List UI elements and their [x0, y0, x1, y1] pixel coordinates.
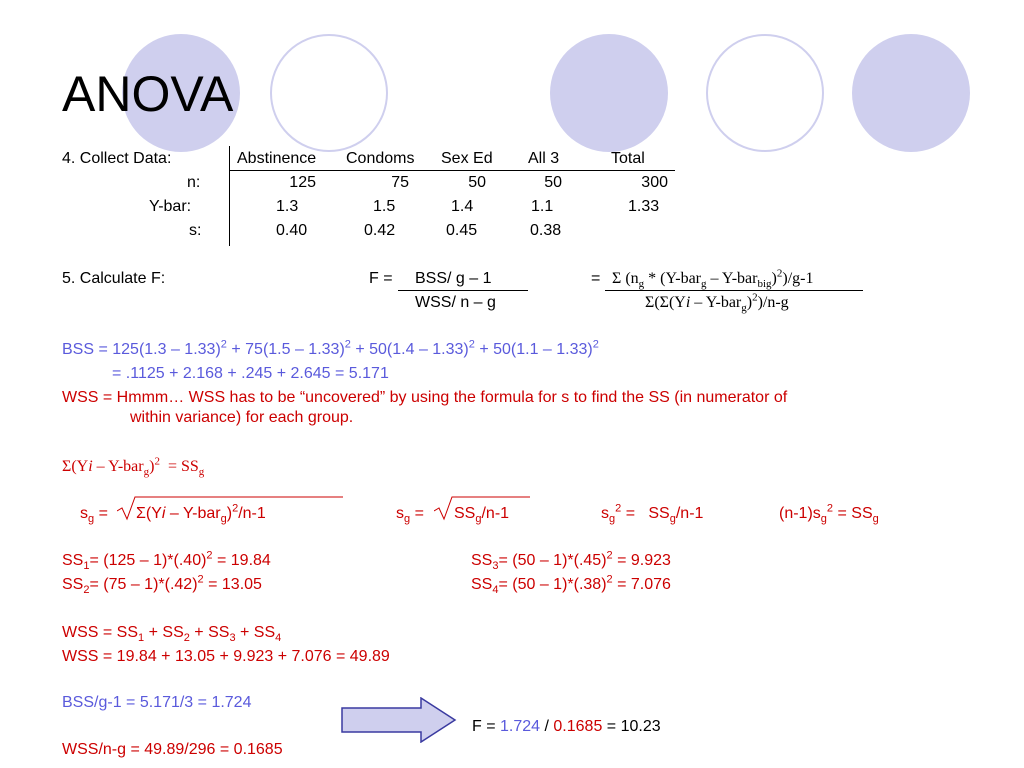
slide-title: ANOVA — [62, 66, 234, 122]
table-cell: 300 — [641, 174, 668, 191]
fraction-bar-2 — [605, 290, 863, 291]
collect-label: 4. Collect Data: — [62, 150, 172, 167]
wss-intro-2: within variance) for each group. — [130, 409, 354, 426]
fraction-bar-1 — [398, 290, 528, 291]
table-header-rule — [229, 170, 675, 171]
f-formula-denominator: Σ(Σ(Yi – Y-bar$_g$)$^2$)/n-g — [645, 291, 789, 315]
col-header-condoms: Condoms — [346, 150, 415, 167]
col-header-abstinence: Abstinence — [237, 150, 317, 167]
bss-line-1: BSS = 125(1.3 – 1.33)$^2$ + 75(1.5 – 1.33)$^2$ + 50(1.4 – 1.33)$^2$ + 50(1.1 – 1.33)$^2$ — [62, 338, 599, 358]
decor-circle-4 — [706, 34, 824, 152]
table-cell: 75 — [391, 174, 409, 191]
sg-formula-1-radicand: Σ(Yi – Y-bar$_g$)$^2$/n-1 — [136, 502, 266, 526]
sg-formula-2-radicand: $SS_g/n-1$ — [454, 505, 510, 526]
table-cell: 1.3 — [276, 198, 299, 215]
table-cell: 125 — [289, 174, 316, 191]
sg-formula-1: $s_g$ = — [80, 505, 108, 526]
table-cell: 1.5 — [373, 198, 396, 215]
bss-line-2: = .1125 + 2.168 + .245 + 2.645 = 5.171 — [112, 365, 389, 382]
table-cell: 0.42 — [364, 222, 396, 239]
eq2-sign: = — [591, 270, 601, 287]
calc-label: 5. Calculate F: — [62, 270, 166, 287]
decor-circle-2 — [270, 34, 388, 152]
f-denominator: WSS/ n – g — [415, 294, 496, 311]
table-cell: 1.4 — [451, 198, 474, 215]
table-side-rule — [229, 146, 230, 246]
ss1-line: $SS_1= (125 - 1)*(.40)^2 = 19.84$ — [62, 549, 271, 573]
wss-sum-1: WSS = $SS_1 + SS_2 + SS_3 + SS_4$ — [62, 624, 282, 645]
f-numerator: BSS/ g – 1 — [415, 270, 492, 287]
col-header-sexed: Sex Ed — [441, 150, 493, 167]
col-header-total: Total — [611, 150, 645, 167]
f-formula-numerator: Σ $(n_g * (Y-bar_g - Y-bar_{big})^2)/g-1$ — [612, 267, 814, 291]
ss2-line: $SS_2= (75 - 1)*(.42)^2 = 13.05$ — [62, 573, 262, 597]
bss-over-g: BSS/g-1 = 5.171/3 = 1.724 — [62, 694, 252, 711]
n-minus-1-sg: $(n-1)s_g^2 = SS_g$ — [779, 502, 879, 526]
col-header-all3: All 3 — [528, 150, 560, 167]
sg-formula-2: $s_g$ = — [396, 505, 424, 526]
decor-circle-5 — [852, 34, 970, 152]
row-label-n: n: — [187, 174, 201, 191]
sg-squared: $s_g^2 = SS_g/n-1$ — [601, 502, 704, 526]
final-f: F = 1.724 / 0.1685 = 10.23 — [472, 718, 661, 735]
table-cell: 50 — [544, 174, 562, 191]
table-cell: 0.38 — [530, 222, 562, 239]
ss4-line: $SS_4= (50 - 1)*(.38)^2 = 7.076$ — [471, 573, 671, 597]
table-cell: 0.40 — [276, 222, 308, 239]
decor-circle-3 — [550, 34, 668, 152]
row-label-ybar: Y-bar: — [149, 198, 192, 215]
ss-definition: $\Sigma(Yi - Y-bar_g)^2 = SS_g$ — [62, 455, 205, 479]
arrow-right-icon — [341, 697, 457, 743]
f-equals: F = — [369, 270, 393, 287]
row-label-s: s: — [189, 222, 202, 239]
wss-over-ng: WSS/n-g = 49.89/296 = 0.1685 — [62, 741, 283, 758]
table-cell: 50 — [468, 174, 486, 191]
wss-intro-1: WSS = Hmmm… WSS has to be “uncovered” by using the formula for s to find the SS (in numerator of — [62, 389, 788, 406]
table-cell: 1.33 — [628, 198, 660, 215]
wss-sum-2: WSS = 19.84 + 13.05 + 9.923 + 7.076 = 49.89 — [62, 648, 390, 665]
ss3-line: $SS_3= (50 - 1)*(.45)^2 = 9.923$ — [471, 549, 671, 573]
table-cell: 0.45 — [446, 222, 478, 239]
table-cell: 1.1 — [531, 198, 554, 215]
